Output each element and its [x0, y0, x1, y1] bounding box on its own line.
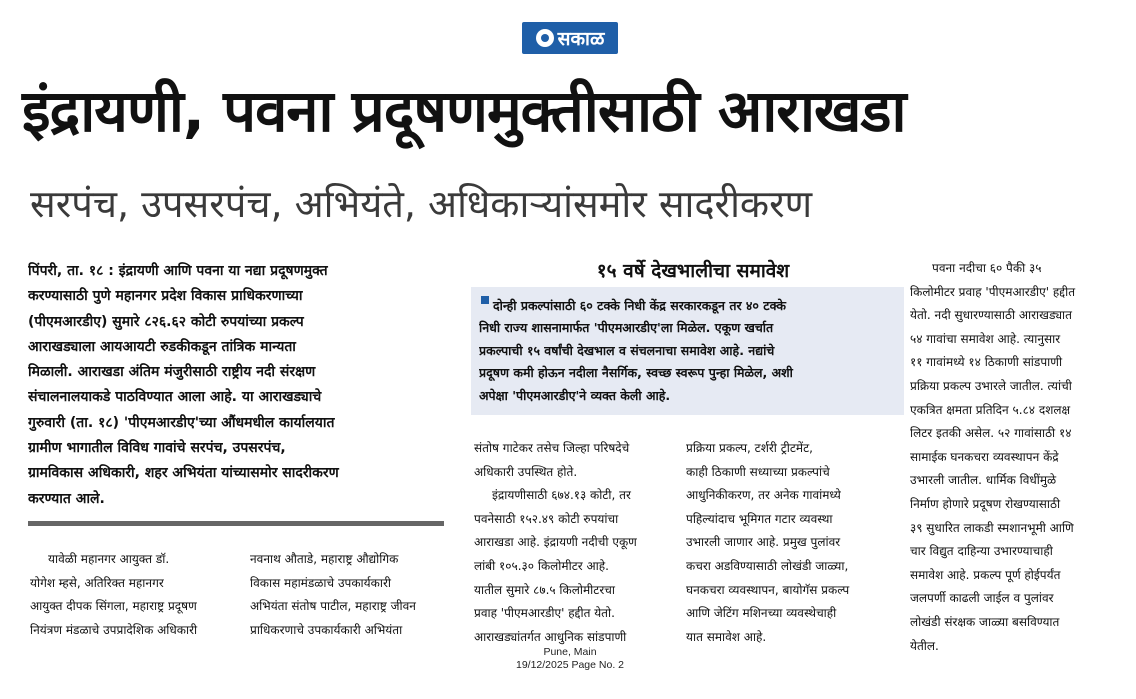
text-line: नियंत्रण मंडळाचे उपप्रादेशिक अधिकारी: [30, 622, 198, 637]
text-line: प्रकल्पाची १५ वर्षांची देखभाल व संचलनाचा समावेश आहे. नद्यांचे: [479, 342, 775, 358]
text-line: उभारली जाणार आहे. प्रमुख पुलांवर: [686, 535, 841, 550]
text-line: करण्यासाठी पुणे महानगर प्रदेश विकास प्राधिकरणाच्या: [28, 288, 303, 305]
text-line: एकत्रित क्षमता प्रतिदिन ५.८४ दशलक्ष: [910, 402, 1071, 417]
box-text: [479, 295, 899, 407]
text-line: प्राधिकरणाचे उपकार्यकारी अभियंता: [250, 622, 403, 637]
section-divider: [28, 521, 444, 526]
text-line: दोन्ही प्रकल्पांसाठी ६० टक्के निधी केंद्र सरकारकडून तर ४० टक्के: [493, 298, 786, 313]
box-title: १५ वर्षे देखभालीचा समावेश: [596, 260, 790, 282]
text-line: काही ठिकाणी सध्याच्या प्रकल्पांचे: [686, 464, 830, 479]
text-line: संचालनालयाकडे पाठविण्यात आला आहे. या आराखड्याचे: [28, 389, 322, 406]
text-line: करण्यात आले.: [28, 490, 105, 507]
text-line: समावेश आहे. प्रकल्प पूर्ण होईपर्यंत: [910, 567, 1061, 582]
sakal-emblem-icon: [536, 29, 554, 47]
column-4: [686, 437, 881, 649]
text-line: चार विद्युत दाहिन्या उभारण्याचाही: [910, 544, 1053, 559]
date-page-label: 19/12/2025 Page No. 2: [515, 659, 624, 671]
text-line: आराखडा आहे. इंद्रायणी नदीची एकूण: [474, 535, 637, 550]
text-line: अधिकारी उपस्थित होते.: [474, 464, 578, 479]
logo-text: सकाळ: [557, 28, 605, 50]
text-line: ग्रामविकास अधिकारी, शहर अभियंता यांच्यासमोर सादरीकरण: [28, 465, 339, 482]
text-line: पहिल्यांदाच भूमिगत गटार व्यवस्था: [686, 511, 833, 526]
text-line: ३९ सुधारित लाकडी स्मशानभूमी आणि: [910, 520, 1074, 535]
text-line: जलपर्णी काढली जाईल व पुलांवर: [910, 591, 1054, 606]
text-line: प्रक्रिया प्रकल्प, टर्शरी ट्रीटमेंट,: [686, 441, 813, 455]
headline: इंद्रायणी, पवना प्रदूषणमुक्तीसाठी आराखडा: [22, 77, 906, 145]
text-line: कचरा अडविण्यासाठी लोखंडी जाळ्या,: [686, 558, 849, 573]
highlight-box: [471, 287, 904, 415]
column-1-bottom: [30, 548, 228, 642]
subheadline: सरपंच, उपसरपंच, अभियंते, अधिकाऱ्यांसमोर सादरीकरण: [30, 182, 813, 226]
text-line: (पीएमआरडीए) सुमारे ८२६.६२ कोटी रुपयांच्या प्रकल्प: [28, 313, 304, 330]
text-line: अपेक्षा 'पीएमआरडीए'ने व्यक्त केली आहे.: [479, 387, 671, 403]
text-line: मिळाली. आराखडा अंतिम मंजुरीसाठी राष्ट्रीय नदी संरक्षण: [28, 364, 316, 381]
text-line: किलोमीटर प्रवाह 'पीएमआरडीए' हद्दीत: [910, 284, 1076, 299]
text-line: निधी राज्य शासनामार्फत 'पीएमआरडीए'ला मिळेल. एकूण खर्चात: [479, 320, 774, 336]
text-line: लिटर इतकी असेल. ५२ गावांसाठी १४: [910, 426, 1072, 441]
text-line: योगेश म्हसे, अतिरिक्त महानगर: [30, 575, 164, 590]
text-line: पवना नदीचा ६० पैकी ३५: [932, 261, 1042, 275]
column-2-bottom: [250, 548, 445, 642]
text-line: निर्माण होणारे प्रदूषण रोखण्यासाठी: [910, 496, 1061, 511]
edition-label: Pune, Main: [543, 646, 597, 658]
text-line: ५४ गावांचा समावेश आहे. त्यानुसार: [910, 331, 1061, 346]
text-line: येतो. नदी सुधारण्यासाठी आराखड्यात: [910, 308, 1072, 323]
column-5: [910, 257, 1115, 658]
text-line: सामाईक घनकचरा व्यवस्थापन केंद्रे: [910, 449, 1059, 464]
text-line: यात समावेश आहे.: [686, 629, 767, 644]
text-line: लोखंडी संरक्षक जाळ्या बसविण्यात: [910, 614, 1060, 629]
masthead-logo: [522, 22, 618, 54]
text-line: आराखड्याला आयआयटी रुडकीकडून तांत्रिक मान्यता: [28, 338, 296, 355]
text-line: नवनाथ औताडे, महाराष्ट्र औद्योगिक: [250, 552, 399, 566]
text-line: ग्रामीण भागातील विविध गावांचे सरपंच, उपसरपंच,: [28, 440, 286, 457]
text-line: प्रवाह 'पीएमआरडीए' हद्दीत येतो.: [474, 606, 615, 621]
text-line: प्रदूषण कमी होऊन नदीला नैसर्गिक, स्वच्छ स्वरूप पुन्हा मिळेल, अशी: [479, 365, 793, 381]
text-line: उभारली जातील. धार्मिक विधींमुळे: [910, 473, 1057, 488]
text-line: आयुक्त दीपक सिंगला, महाराष्ट्र प्रदूषण: [30, 599, 197, 614]
text-line: यातील सुमारे ८७.५ किलोमीटरचा: [474, 582, 615, 597]
text-line: यावेळी महानगर आयुक्त डॉ.: [48, 552, 170, 566]
text-line: अभियंता संतोष पाटील, महाराष्ट्र जीवन: [250, 599, 416, 614]
text-line: घनकचरा व्यवस्थापन, बायोगॅस प्रकल्प: [686, 582, 850, 597]
text-line: विकास महामंडळाचे उपकार्यकारी: [250, 575, 391, 590]
text-line: पवनेसाठी १५२.४९ कोटी रुपयांचा: [474, 511, 619, 526]
text-line: संतोष गाटेकर तसेच जिल्हा परिषदेचे: [474, 441, 630, 455]
text-line: येतील.: [910, 638, 939, 653]
text-line: गुरुवारी (ता. १८) 'पीएमआरडीए'च्या औंधमधील कार्यालयात: [28, 414, 335, 431]
text-line: पिंपरी, ता. १८ : इंद्रायणी आणि पवना या नद्या प्रदूषणमुक्त: [28, 263, 328, 279]
column-3: [474, 437, 669, 649]
text-line: ११ गावांमध्ये १४ ठिकाणी सांडपाणी: [910, 355, 1063, 370]
text-line: लांबी १०५.३० किलोमीटर आहे.: [474, 558, 609, 573]
text-line: इंद्रायणीसाठी ६७४.१३ कोटी, तर: [492, 488, 631, 503]
text-line: आराखड्यांतर्गत आधुनिक सांडपाणी: [474, 629, 627, 644]
lead-paragraph: [28, 259, 433, 512]
text-line: प्रक्रिया प्रकल्प उभारले जातील. त्यांची: [910, 378, 1072, 393]
text-line: आधुनिकीकरण, तर अनेक गावांमध्ये: [686, 488, 841, 503]
text-line: आणि जेटिंग मशिनच्या व्यवस्थेचाही: [686, 606, 837, 621]
page-footer: [505, 646, 635, 672]
